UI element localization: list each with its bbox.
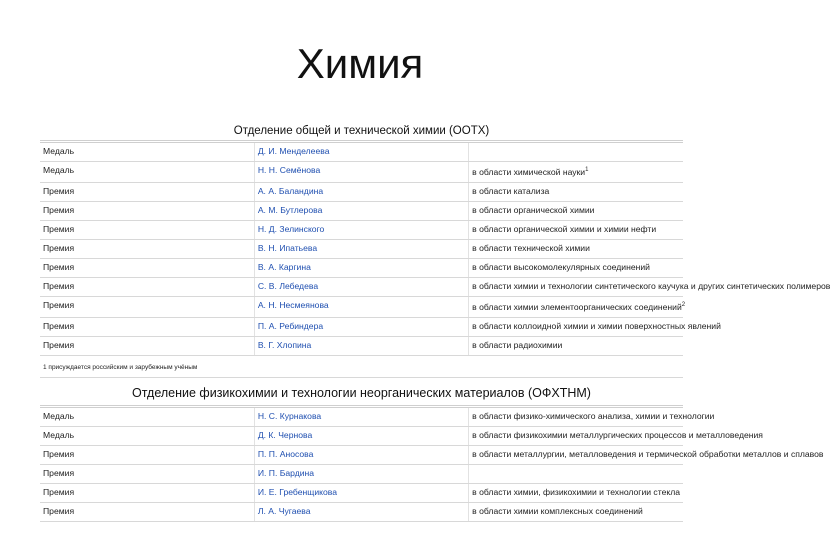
section-ootx-rows bbox=[40, 142, 830, 356]
award-row bbox=[40, 277, 683, 296]
award-row bbox=[40, 142, 683, 162]
award-field-cell bbox=[469, 336, 683, 355]
award-name-link[interactable]: А. М. Бутлерова bbox=[254, 201, 468, 220]
footnote-marker[interactable]: 1 bbox=[585, 167, 589, 173]
award-name-link[interactable]: В. Г. Хлопина bbox=[254, 336, 468, 355]
award-field: в области органической химии bbox=[472, 204, 595, 215]
award-name-link[interactable]: А. Н. Несмеянова bbox=[254, 296, 468, 317]
award-type: Медаль bbox=[40, 162, 254, 183]
award-row bbox=[40, 258, 683, 277]
award-row bbox=[40, 201, 683, 220]
award-field-cell bbox=[469, 483, 683, 502]
award-field-cell bbox=[469, 182, 683, 201]
award-type: Медаль bbox=[40, 426, 254, 445]
award-field-cell bbox=[469, 317, 721, 336]
award-row bbox=[40, 464, 683, 483]
award-name-link[interactable]: П. П. Аносова bbox=[254, 445, 468, 464]
award-type: Премия bbox=[40, 317, 254, 336]
award-type: Премия bbox=[40, 220, 254, 239]
award-name-link[interactable]: Н. С. Курнакова bbox=[254, 406, 468, 426]
award-name-link[interactable]: В. Н. Ипатьева bbox=[254, 239, 468, 258]
section-heading-ofxtnm bbox=[40, 377, 683, 406]
footnote-marker[interactable]: 2 bbox=[681, 301, 686, 308]
award-field: в области металлургии, металловедения и термической обработки металлов и сплавов bbox=[472, 448, 824, 459]
award-type: Медаль bbox=[40, 142, 254, 162]
award-row bbox=[40, 162, 683, 183]
award-field: в области химической науки bbox=[472, 166, 586, 177]
award-type: Премия bbox=[40, 464, 254, 483]
award-type: Премия bbox=[40, 182, 254, 201]
award-field-cell bbox=[469, 220, 683, 239]
award-name-link[interactable]: А. А. Баландина bbox=[254, 182, 468, 201]
award-name-link[interactable]: И. Е. Гребенщикова bbox=[254, 483, 468, 502]
section-ofxtnm-rows bbox=[40, 406, 824, 521]
award-field: в области химии, физикохимии и технологии стекла bbox=[472, 486, 680, 497]
award-field: в области физикохимии металлургических процессов и металловедения bbox=[472, 429, 763, 440]
award-type: Премия bbox=[40, 336, 254, 355]
award-field-cell bbox=[469, 142, 683, 162]
award-type: Премия bbox=[40, 296, 254, 317]
slide-title: Химия bbox=[296, 40, 424, 87]
award-field: в области коллоидной химии и химии поверхностных явлений bbox=[472, 320, 721, 331]
award-type: Медаль bbox=[40, 406, 254, 426]
award-name-link[interactable]: Л. А. Чугаева bbox=[254, 502, 468, 521]
award-field: в области физико-химического анализа, химии и технологии bbox=[472, 410, 715, 421]
award-field-cell bbox=[469, 445, 824, 464]
award-field-cell bbox=[469, 464, 683, 483]
award-name-link[interactable]: И. П. Бардина bbox=[254, 464, 468, 483]
award-row bbox=[40, 336, 683, 355]
footnote-row bbox=[40, 355, 683, 377]
award-row bbox=[40, 317, 683, 336]
award-type: Премия bbox=[40, 277, 254, 296]
award-field-cell bbox=[469, 406, 715, 426]
award-field: в области химии элементоорганических соединений bbox=[472, 301, 682, 312]
award-field: в области органической химии и химии нефти bbox=[472, 223, 657, 234]
award-row bbox=[40, 296, 683, 317]
award-name-link[interactable]: П. А. Ребиндера bbox=[254, 317, 468, 336]
award-field-cell bbox=[469, 239, 683, 258]
award-field-cell bbox=[469, 296, 686, 317]
award-row bbox=[40, 426, 683, 445]
award-name-link[interactable]: В. А. Каргина bbox=[254, 258, 468, 277]
award-field-cell bbox=[469, 502, 683, 521]
award-row bbox=[40, 483, 683, 502]
award-field-cell bbox=[469, 162, 683, 183]
section-heading-text: Отделение общей и технической химии (ООТХ) bbox=[40, 124, 683, 142]
award-field: в области химии и технологии синтетического каучука и других синтетических полимеров bbox=[472, 280, 830, 291]
award-type: Премия bbox=[40, 483, 254, 502]
award-type: Премия bbox=[40, 258, 254, 277]
section-heading-text: Отделение физикохимии и технологии неорганических материалов (ОФХТНМ) bbox=[40, 377, 683, 406]
award-field-cell bbox=[469, 201, 683, 220]
award-row bbox=[40, 182, 683, 201]
footnote-text: 1 присуждается российским и зарубежным учёным bbox=[40, 355, 683, 377]
award-type: Премия bbox=[40, 502, 254, 521]
award-name-link[interactable]: Д. К. Чернова bbox=[254, 426, 468, 445]
award-field: в области химии комплексных соединений bbox=[472, 505, 643, 516]
award-field: в области радиохимии bbox=[472, 339, 563, 350]
award-field: в области технической химии bbox=[472, 242, 590, 253]
award-name-link[interactable]: Д. И. Менделеева bbox=[254, 142, 468, 162]
award-row bbox=[40, 406, 683, 426]
award-type: Премия bbox=[40, 445, 254, 464]
award-field-cell bbox=[469, 277, 830, 296]
award-row bbox=[40, 220, 683, 239]
award-field: в области катализа bbox=[472, 185, 550, 196]
awards-table bbox=[40, 124, 830, 522]
section-heading-ootx bbox=[40, 124, 683, 142]
award-row bbox=[40, 239, 683, 258]
award-type: Премия bbox=[40, 201, 254, 220]
award-type: Премия bbox=[40, 239, 254, 258]
award-name-link[interactable]: Н. Д. Зелинского bbox=[254, 220, 468, 239]
award-name-link[interactable]: Н. Н. Семёнова bbox=[254, 162, 468, 183]
award-field-cell bbox=[469, 258, 683, 277]
award-field-cell bbox=[469, 426, 763, 445]
award-row bbox=[40, 502, 683, 521]
award-name-link[interactable]: С. В. Лебедева bbox=[254, 277, 468, 296]
award-field: в области высокомолекулярных соединений bbox=[472, 261, 650, 272]
award-row bbox=[40, 445, 683, 464]
